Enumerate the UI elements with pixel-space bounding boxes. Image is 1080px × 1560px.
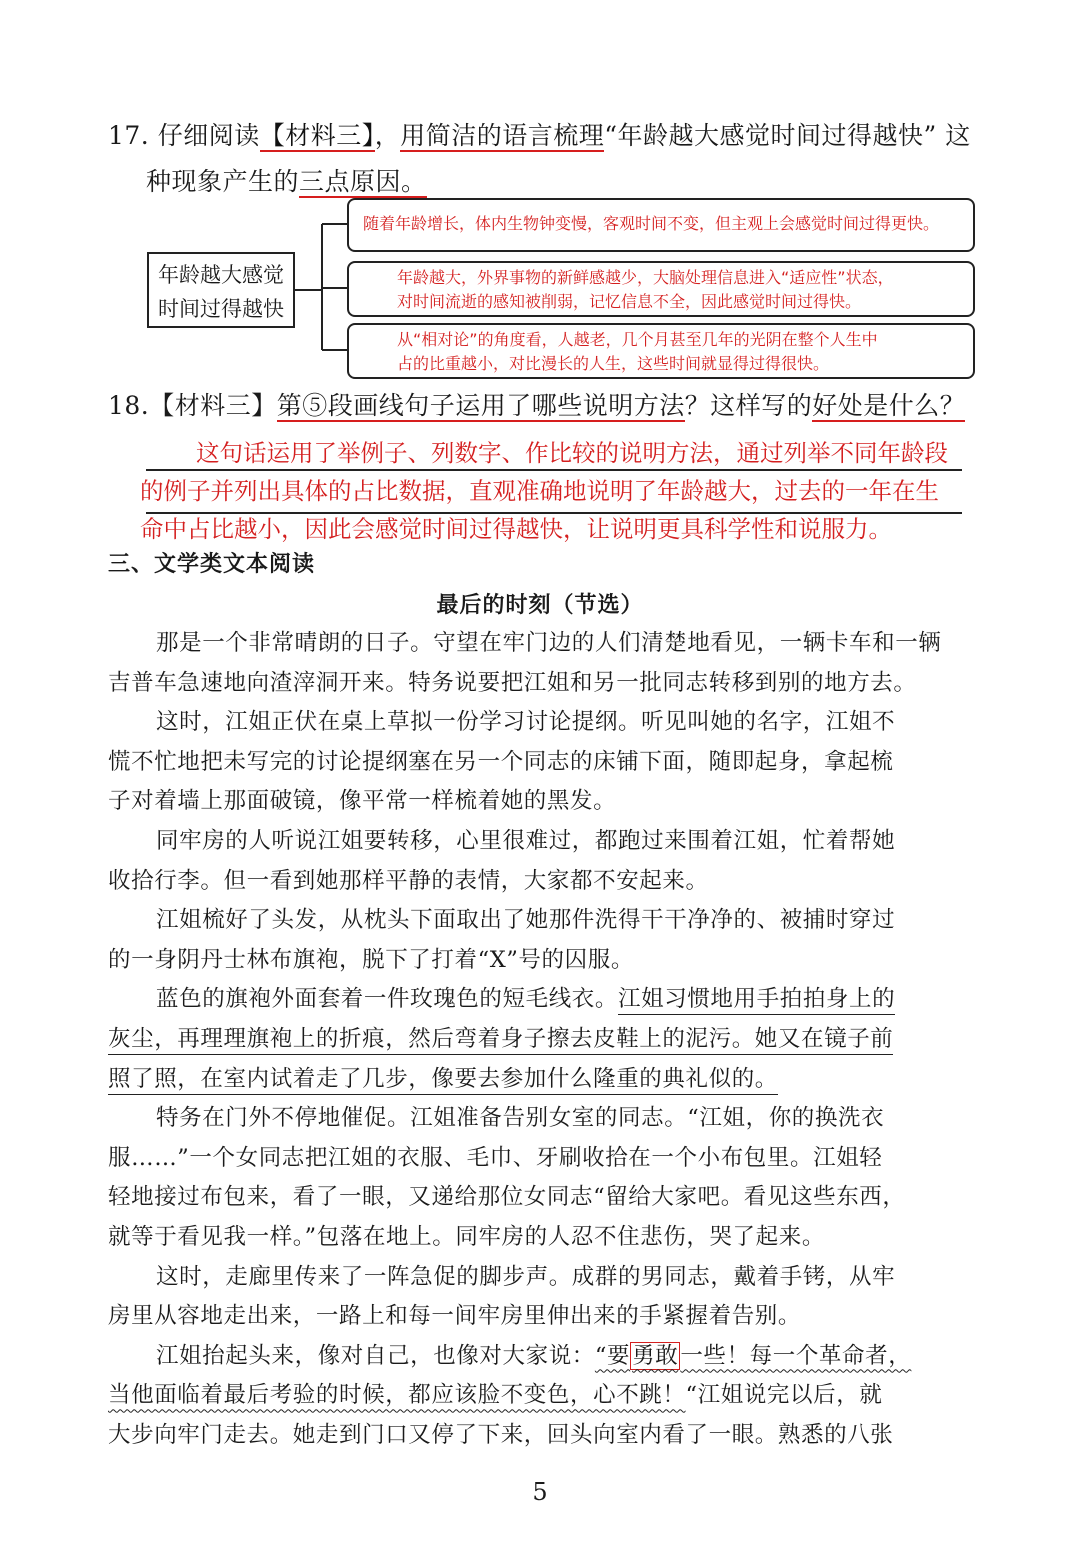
branch-3-line2: 占的比重越小，对比漫长的人生，这些时间就显得过得很快。 (397, 354, 830, 373)
branch-3-line1: 从“相对论”的角度看，人越老，几个月甚至几年的光阴在整个人生中 (397, 330, 878, 349)
p5-plain: 蓝色的旗袍外面套着一件玫瑰色的短毛线衣。 (156, 986, 619, 1013)
p8-wavy-1: “要 (594, 1342, 631, 1369)
mindmap-root-line1: 年龄越大感觉 (158, 263, 284, 287)
mindmap-root-line2: 时间过得越快 (158, 297, 284, 321)
p8-line1 (108, 1337, 973, 1377)
p3-line1: 同牢房的人听说江姐要转移，心里很难过，都跑过来围着江姐，忙着帮她 (156, 827, 896, 854)
p2-line2: 慌不忙地把未写完的讨论提纲塞在另一个同志的床铺下面，随即起身，拿起梳 (108, 748, 894, 775)
highlight-question-part2: 好处是什么？ (812, 391, 966, 420)
page-number: 5 (532, 1478, 548, 1506)
passage-title: 最后的时刻（节选） (436, 593, 644, 618)
p6-line4: 就等于看见我一样。”包落在地上。同牢房的人忍不住悲伤，哭了起来。 (108, 1223, 825, 1250)
highlight-question-part1: 第⑤段画线句子运用了哪些说明方法 (276, 391, 685, 420)
p8-boxed-word: 勇敢 (632, 1342, 679, 1369)
question-17-prefix: 17. 仔细阅读 (108, 121, 260, 150)
p5-underlined-2: 灰尘，再理理旗袍上的折痕，然后弯着身子擦去皮鞋上的泥污。她又在镜子前 (108, 1026, 893, 1055)
p8-wavy-2: 一些！每一个革命者， (680, 1342, 912, 1369)
branch-2-line1: 年龄越大，外界事物的新鲜感越少，大脑处理信息进入“适应性”状态， (397, 268, 894, 287)
answer-line-3: 命中占比越小，因此会感觉时间过得越快，让说明更具科学性和说服力。 (140, 515, 892, 543)
p4-line2: 的一身阴丹士林布旗袍，脱下了打着“X”号的囚服。 (108, 946, 634, 973)
p5-underlined-3: 照了照，在室内试着走了几步，像要去参加什么隆重的典礼似的。 (108, 1066, 778, 1095)
highlight-instruction: 用简洁的语言梳理 (400, 121, 605, 150)
p1-line2: 吉普车急速地向渣滓洞开来。特务说要把江姐和另一批同志转移到别的地方去。 (108, 669, 917, 696)
passage-body (108, 624, 973, 1455)
p4-line1: 江姐梳好了头发，从枕头下面取出了她那件洗得干干净净的、被捕时穿过 (156, 907, 896, 934)
p8-line3: 大步向牢门走去。她走到门口又停了下来，回头向室内看了一眼。熟悉的八张 (108, 1421, 894, 1448)
p8-line2 (108, 1376, 973, 1416)
p3-line2: 收拾行李。但一看到她那样平静的表情，大家都不安起来。 (108, 867, 709, 894)
question-18-prefix: 18.【材料三】 (108, 391, 277, 420)
p8-plain-2: “江姐说完以后，就 (685, 1382, 883, 1409)
highlight-three-reasons: 三点原因。 (299, 167, 427, 196)
p2-line3: 子对着墙上那面破镜，像平常一样梳着她的黑发。 (108, 788, 617, 815)
question-17-tail: 这 (945, 121, 971, 150)
p8-wavy-3: 当他面临着最后考验的时候，都应该脸不变色，心不跳！ (108, 1382, 686, 1409)
p5-line3 (108, 1060, 973, 1100)
branch-2-line2: 对时间流逝的感知被削弱，记忆信息不全，因此感觉时间过得快。 (397, 292, 862, 311)
p7-line1: 这时，走廊里传来了一阵急促的脚步声。成群的男同志，戴着手铐，从牢 (156, 1263, 896, 1290)
p5-underlined-1: 江姐习惯地用手拍拍身上的 (618, 986, 895, 1015)
answer-line-1: 这句话运用了举例子、列数字、作比较的说明方法，通过列举不同年龄段 (196, 439, 948, 467)
p5-line2 (108, 1020, 973, 1060)
p6-line1: 特务在门外不停地催促。江姐准备告别女室的同志。“江姐，你的换洗衣 (156, 1105, 885, 1132)
comma: ， (374, 121, 401, 150)
p6-line3: 轻地接过布包来，看了一眼，又递给那位女同志“留给大家吧。看见这些东西， (108, 1184, 906, 1211)
p1-line1: 那是一个非常晴朗的日子。守望在牢门边的人们清楚地看见，一辆卡车和一辆 (156, 630, 942, 656)
quoted-phenomenon: “年龄越大感觉时间过得越快” (604, 121, 937, 150)
p5-line1 (108, 980, 973, 1020)
question-18-mid: ？这样写的 (684, 391, 813, 420)
section-heading: 三、文学类文本阅读 (108, 552, 316, 577)
branch-1-text: 随着年龄增长，体内生物钟变慢，客观时间不变，但主观上会感觉时间过得更快。 (363, 214, 940, 233)
material-3-ref: 【材料三】 (259, 121, 375, 150)
answer-18 (140, 434, 970, 548)
p8-plain: 江姐抬起头来，像对自己，也像对大家说： (156, 1342, 595, 1369)
p7-line2: 房里从容地走出来，一路上和每一间牢房里伸出来的手紧握着告别。 (108, 1303, 802, 1330)
p6-line2: 服……”一个女同志把江姐的衣服、毛巾、牙刷收拾在一个小布包里。江姐轻 (108, 1144, 883, 1171)
question-17-line2-text: 种现象产生的 (146, 167, 300, 196)
p2-line1: 这时，江姐正伏在桌上草拟一份学习讨论提纲。听见叫她的名字，江姐不 (156, 709, 896, 736)
answer-line-2: 的例子并列出具体的占比数据，直观准确地说明了年龄越大，过去的一年在生 (140, 477, 939, 505)
